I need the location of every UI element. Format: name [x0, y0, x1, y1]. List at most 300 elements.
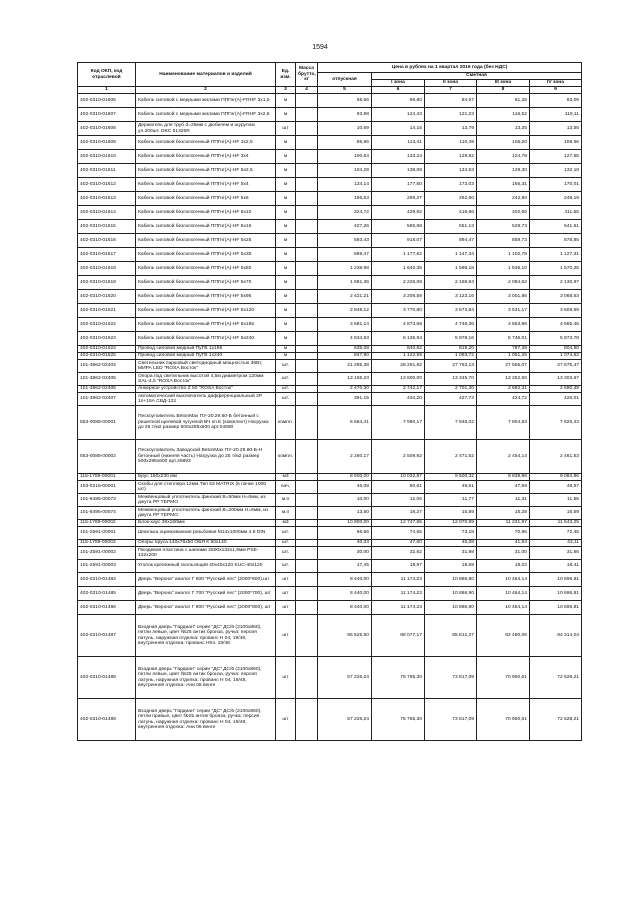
price-zone-3: 1 051,25 — [477, 353, 530, 360]
price-wholesale: 6 664,41 — [318, 406, 372, 440]
item-name: Уголок крепежный скользящий 40х40х120 KUC-40х120 — [136, 560, 276, 573]
item-unit: м — [276, 220, 296, 234]
price-wholesale: 17,45 — [318, 560, 372, 573]
item-unit: шт. — [276, 547, 296, 560]
price-zone-4: 411,55 — [530, 206, 582, 220]
column-index: 9 — [530, 87, 582, 94]
item-unit: шт — [276, 615, 296, 657]
item-unit: м3 — [276, 520, 296, 527]
table-row — [78, 304, 582, 318]
price-zone-4: 132,18 — [530, 164, 582, 178]
price-zone-4: 27 675,47 — [530, 360, 582, 373]
price-zone-4: 10 696,81 — [530, 601, 582, 615]
item-mass — [296, 360, 318, 373]
item-mass — [296, 290, 318, 304]
header-code: Код ОКП, код отраслевой — [78, 63, 136, 87]
price-wholesale: 57 226,24 — [318, 699, 372, 741]
price-zone-1: 16,27 — [372, 507, 425, 520]
item-name: Входная дверь "Гардиан" серии "ДС" ДС/6 (2100х860), петли левые, цвет №25 антик бронза, ручка: персия патунь, наружная отделка: прованс Н 04, 19/48, внутренняя отделка: прованс Н04. 19/48 — [136, 615, 276, 657]
price-zone-2: 73,18 — [425, 527, 477, 540]
table-row — [78, 290, 582, 304]
item-code: 402-0310-01618 — [78, 262, 136, 276]
price-zone-1: 12 747,65 — [372, 520, 425, 527]
page-number: 1594 — [312, 44, 328, 51]
price-zone-1: 4 873,69 — [372, 318, 425, 332]
item-unit: м — [276, 318, 296, 332]
item-code: 402-0310-01615 — [78, 220, 136, 234]
price-wholesale: 134,14 — [318, 178, 372, 192]
item-name: Межвенцовый уплотнитель финский В=50мм Н=6мм, из джута PP ТЕРМО — [136, 494, 276, 507]
price-zone-1: 3 770,80 — [372, 304, 425, 318]
price-zone-1: 2 226,08 — [372, 276, 425, 290]
price-zone-4: 170,01 — [530, 178, 582, 192]
column-index: 2 — [136, 87, 276, 94]
price-zone-1: 259,27 — [372, 192, 425, 206]
table-row — [78, 360, 582, 373]
item-mass — [296, 386, 318, 393]
price-zone-4: 83,09 — [530, 94, 582, 108]
price-wholesale: 21 285,38 — [318, 360, 372, 373]
price-zone-3: 166,31 — [477, 178, 530, 192]
price-zone-3: 3 531,17 — [477, 304, 530, 318]
price-zone-4: 1 570,25 — [530, 262, 582, 276]
item-code: 402-0310-01625 — [78, 353, 136, 360]
item-mass — [296, 393, 318, 406]
price-zone-1: 12,05 — [372, 494, 425, 507]
item-name: Кабель силовой безгалогенный ППГнг(А)-HF 5х240 — [136, 332, 276, 346]
price-zone-3: 2 682,31 — [477, 386, 530, 393]
item-code: 402-0310-01611 — [78, 164, 136, 178]
item-mass — [296, 560, 318, 573]
price-zone-3: 4 563,98 — [477, 318, 530, 332]
price-wholesale: 8 440,00 — [318, 573, 372, 587]
item-unit: м — [276, 290, 296, 304]
item-unit: м.п — [276, 494, 296, 507]
item-mass — [296, 276, 318, 290]
price-wholesale: 847,90 — [318, 353, 372, 360]
price-zone-4: 9 084,86 — [530, 474, 582, 481]
item-unit: шт — [276, 699, 296, 741]
table-row — [78, 318, 582, 332]
price-zone-1: 565,68 — [372, 220, 425, 234]
item-name: Дверь "Верона" аналог Г 800 "Русский лес" (2000*800), шт — [136, 601, 276, 615]
price-wholesale: 2 421,21 — [318, 290, 372, 304]
price-zone-1: 75 765,30 — [372, 657, 425, 699]
table-header — [78, 63, 582, 94]
item-name: Кабель силовой безгалогенный ППГнг(А)-HF 3х4 — [136, 150, 276, 164]
item-code: 402-0310-01620 — [78, 290, 136, 304]
price-zone-3: 529,73 — [477, 220, 530, 234]
price-wholesale: 391,15 — [318, 393, 372, 406]
price-zone-2: 1 093,72 — [425, 353, 477, 360]
item-mass — [296, 474, 318, 481]
price-zone-4: 119,11 — [530, 108, 582, 122]
item-unit: м — [276, 206, 296, 220]
item-name: Скобы для степлера 12мм.Тип 53 MATRIX (в пачке 1000 шт) — [136, 481, 276, 494]
price-zone-3: 9 839,98 — [477, 474, 530, 481]
price-zone-3: 41,94 — [477, 540, 530, 547]
table-row — [78, 262, 582, 276]
table-row — [78, 494, 582, 507]
price-zone-1: 840,82 — [372, 346, 425, 353]
price-zone-3: 81,28 — [477, 94, 530, 108]
price-wholesale: 46,08 — [318, 481, 372, 494]
price-zone-1: 13 600,00 — [372, 373, 425, 386]
column-index-row — [78, 87, 582, 94]
item-mass — [296, 657, 318, 699]
item-unit: шт — [276, 587, 296, 601]
price-zone-1: 28 291,92 — [372, 360, 425, 373]
table-row — [78, 587, 582, 601]
price-zone-2: 73 817,09 — [425, 657, 477, 699]
price-wholesale: 8 500,00 — [318, 474, 372, 481]
price-zone-1: 2 509,92 — [372, 440, 425, 474]
price-zone-3: 70,95 — [477, 527, 530, 540]
price-zone-2: 2 701,30 — [425, 386, 477, 393]
item-unit: м — [276, 276, 296, 290]
table-row — [78, 699, 582, 741]
header-price-group: Цена в рублях на 1 квартал 2016 года (без НДС) — [318, 63, 582, 73]
price-zone-2: 1 147,34 — [425, 248, 477, 262]
item-code: 402-0310-01622 — [78, 318, 136, 332]
price-wholesale: 10,69 — [318, 122, 372, 136]
item-name: Кабель силовой безгалогенный ППГнг(А)-HF 5х2,5 — [136, 164, 276, 178]
price-wholesale: 1 681,36 — [318, 276, 372, 290]
price-zone-4: 18,41 — [530, 560, 582, 573]
item-code: 402-0310-01489 — [78, 699, 136, 741]
item-code: 101-2591-00002 — [78, 547, 136, 560]
price-zone-2: 49,51 — [425, 481, 477, 494]
price-zone-4: 11 543,25 — [530, 520, 582, 527]
price-zone-1: 2 742,17 — [372, 386, 425, 393]
price-wholesale: 3 681,14 — [318, 318, 372, 332]
price-zone-3: 129,30 — [477, 164, 530, 178]
table-row — [78, 481, 582, 494]
header-zone-2: II зона — [425, 80, 477, 87]
table-row — [78, 601, 582, 615]
item-mass — [296, 699, 318, 741]
price-zone-2: 9 500,32 — [425, 474, 477, 481]
item-name: Опоры бруса 140х76х50 ОБЯ К 50х140 — [136, 540, 276, 547]
item-name: Входная дверь "Гардиан" серии "ДС" ДС/6 (2100х860), петли левые, цвет №25 антик бронза, ручка: персия латунь, наружная отделка: прованс Н 04, 19/48, внутренняя отделка: Ани 06 венге — [136, 657, 276, 699]
price-zone-3: 13,25 — [477, 122, 530, 136]
item-unit: м — [276, 248, 296, 262]
price-zone-4: 7 825,43 — [530, 406, 582, 440]
item-unit: м — [276, 150, 296, 164]
price-zone-3: 11,31 — [477, 494, 530, 507]
header-unit: Ед. изм. — [276, 63, 296, 87]
price-zone-4: 1 127,31 — [530, 248, 582, 262]
price-wholesale: 65,56 — [318, 94, 372, 108]
item-name: Кабель силовой безгалогенный ППГнг(А)-HF 5х185 — [136, 318, 276, 332]
table-row — [78, 108, 582, 122]
item-code: 402-0310-01621 — [78, 304, 136, 318]
table-row — [78, 353, 582, 360]
item-mass — [296, 440, 318, 474]
price-zone-2: 4 748,36 — [425, 318, 477, 332]
item-name: Светильник парковый светодиодный мощностью 36Вт, МИРА LED "ROSA Восток" — [136, 360, 276, 373]
price-zone-3: 10 464,14 — [477, 587, 530, 601]
item-mass — [296, 136, 318, 150]
item-unit: шт. — [276, 373, 296, 386]
item-code: 402-0310-01612 — [78, 178, 136, 192]
item-name: Шпилька оцинкованная резьбовая М14х1000мм 4.8 DIN — [136, 527, 276, 540]
table-row — [78, 94, 582, 108]
price-zone-1: 3 205,59 — [372, 290, 425, 304]
price-zone-1: 11 174,23 — [372, 601, 425, 615]
price-zone-4: 2 461,53 — [530, 440, 582, 474]
price-wholesale: 2 848,12 — [318, 304, 372, 318]
item-name: Кабель силовой безгалогенный ППГнг(А)-HF 5х95 — [136, 290, 276, 304]
item-name: Блок-хаус 36х160мм — [136, 520, 276, 527]
price-zone-1: 113,41 — [372, 136, 425, 150]
item-name: Брус 150х230 мм — [136, 474, 276, 481]
price-zone-2: 3 673,84 — [425, 304, 477, 318]
item-name: Кабель силовой безгалогенный ППГнг(А)-HF 5х70 — [136, 276, 276, 290]
price-zone-4: 11,55 — [530, 494, 582, 507]
item-unit: шт. — [276, 560, 296, 573]
item-code: 553-0088-00001 — [78, 406, 136, 440]
price-zone-2: 10 886,90 — [425, 601, 477, 615]
item-unit: м — [276, 304, 296, 318]
price-zone-4: 72 528,21 — [530, 657, 582, 699]
table-row — [78, 332, 582, 346]
price-zone-1: 11 174,23 — [372, 573, 425, 587]
price-zone-4: 248,19 — [530, 192, 582, 206]
item-name: Пескоуловитель BetonMax ПУ-20.29.60-Б бетонный с решеткой щелевой чугунной ВЧ кл.Е (комплект) Нагрузка до 25 т/м2 размер 500х285х600 арт.04580 — [136, 406, 276, 440]
table-row — [78, 657, 582, 699]
price-zone-3: 859,73 — [477, 234, 530, 248]
item-name: Гвоздевая пластина с шипами 2500х132х1,9мм PSE-132х200 — [136, 547, 276, 560]
price-wholesale: 1 238,98 — [318, 262, 372, 276]
price-zone-3: 242,80 — [477, 192, 530, 206]
price-wholesale: 2 260,17 — [318, 440, 372, 474]
item-name: Дверь "Верона" аналог Г 700 "Русский лес" (2000*700), шт — [136, 587, 276, 601]
item-mass — [296, 527, 318, 540]
price-wholesale: 100,64 — [318, 150, 372, 164]
price-zone-1: 86,80 — [372, 94, 425, 108]
table-row — [78, 248, 582, 262]
price-table — [77, 62, 582, 741]
price-zone-3: 116,52 — [477, 108, 530, 122]
column-index: 1 — [78, 87, 136, 94]
price-zone-2: 73 817,09 — [425, 699, 477, 741]
price-zone-1: 7 990,17 — [372, 406, 425, 440]
price-wholesale: 66,56 — [318, 527, 372, 540]
column-index: 7 — [425, 87, 477, 94]
price-zone-3: 13 252,60 — [477, 373, 530, 386]
item-name: Опора под светильник высотой 4,5м диаметром 120мм SAL-4,5 "ROSA Восток" — [136, 373, 276, 386]
item-name: Входная дверь "Гардиан" серии "ДС" ДС/6 (2100х860), петли правые, цвет №25 антик бронза, ручка: персия латунь, наружная отделка: прованс Н 04, 19/48, внутренняя отделка: Ани 06 венге — [136, 699, 276, 741]
header-name: Наименование материалов и изделий — [136, 63, 276, 87]
price-zone-4: 108,56 — [530, 136, 582, 150]
item-unit: м — [276, 353, 296, 360]
item-mass — [296, 332, 318, 346]
price-zone-1: 47,60 — [372, 540, 425, 547]
price-wholesale: 635,08 — [318, 346, 372, 353]
header-estimate: Сметная — [372, 73, 582, 80]
item-code: 402-0310-01617 — [78, 248, 136, 262]
table-row — [78, 346, 582, 353]
item-name: Кабель силовой безгалогенный ППГнг(А)-HF 5х10 — [136, 206, 276, 220]
item-name: Держатель для труб d=25мм с дюбелем и шурупом уп.200шт. DKC 51325R — [136, 122, 276, 136]
item-code: 402-0310-01609 — [78, 136, 136, 150]
item-unit: шт. — [276, 540, 296, 547]
price-zone-4: 3 609,69 — [530, 304, 582, 318]
price-zone-4: 13,55 — [530, 122, 582, 136]
table-row — [78, 615, 582, 657]
table-row — [78, 206, 582, 220]
price-zone-2: 84,57 — [425, 94, 477, 108]
price-zone-1: 177,60 — [372, 178, 425, 192]
price-zone-2: 129,82 — [425, 150, 477, 164]
price-zone-4: 2 130,97 — [530, 276, 582, 290]
price-zone-4: 3 068,63 — [530, 290, 582, 304]
column-index: 6 — [372, 87, 425, 94]
price-zone-3: 18,03 — [477, 560, 530, 573]
item-mass — [296, 304, 318, 318]
item-mass — [296, 520, 318, 527]
item-mass — [296, 206, 318, 220]
table-row — [78, 520, 582, 527]
item-mass — [296, 122, 318, 136]
item-mass — [296, 262, 318, 276]
price-zone-3: 70 950,61 — [477, 657, 530, 699]
price-wholesale: 693,43 — [318, 234, 372, 248]
price-zone-4: 15,59 — [530, 507, 582, 520]
item-code: 402-0310-01623 — [78, 332, 136, 346]
price-zone-1: 1 640,35 — [372, 262, 425, 276]
item-mass — [296, 615, 318, 657]
item-unit: шт — [276, 657, 296, 699]
price-zone-3: 424,72 — [477, 393, 530, 406]
price-wholesale: 324,72 — [318, 206, 372, 220]
item-code: 553-0088-00002 — [78, 440, 136, 474]
price-wholesale: 8 440,00 — [318, 601, 372, 615]
price-zone-4: 1 074,62 — [530, 353, 582, 360]
price-zone-2: 134,53 — [425, 164, 477, 178]
header-mass: Масса брутто, кг — [296, 63, 318, 87]
table-row — [78, 573, 582, 587]
item-unit: пач. — [276, 481, 296, 494]
item-mass — [296, 587, 318, 601]
table-row — [78, 527, 582, 540]
item-mass — [296, 547, 318, 560]
price-zone-2: 819,20 — [425, 346, 477, 353]
item-name: Кабель силовой безгалогенный ППГнг(А)-HF 5х50 — [136, 262, 276, 276]
price-zone-2: 5 978,16 — [425, 332, 477, 346]
price-zone-1: 1 177,62 — [372, 248, 425, 262]
price-wholesale: 13,50 — [318, 507, 372, 520]
price-wholesale: 4 634,53 — [318, 332, 372, 346]
price-zone-1: 18,97 — [372, 560, 425, 573]
item-unit: шт. — [276, 386, 296, 393]
price-wholesale: 93,98 — [318, 108, 372, 122]
item-code: 402-0310-01486 — [78, 601, 136, 615]
item-unit: м — [276, 178, 296, 192]
price-zone-2: 12 070,99 — [425, 520, 477, 527]
price-zone-3: 10 464,14 — [477, 601, 530, 615]
price-zone-3: 1 536,10 — [477, 262, 530, 276]
item-mass — [296, 507, 318, 520]
price-zone-2: 45,08 — [425, 540, 477, 547]
header-zone-4: IV зона — [530, 80, 582, 87]
item-name: Кабель силовой безгалогенный ППГнг(А)-HF 5х25 — [136, 234, 276, 248]
price-zone-1: 429,92 — [372, 206, 425, 220]
table-row — [78, 440, 582, 474]
item-name: Кабель силовой безгалогенный ППГнг(А)-HF 5х6 — [136, 192, 276, 206]
item-unit: м — [276, 332, 296, 346]
item-code: 115-1789-00002 — [78, 520, 136, 527]
price-zone-2: 27 763,13 — [425, 360, 477, 373]
item-unit: м — [276, 346, 296, 353]
price-zone-2: 31,98 — [425, 547, 477, 560]
price-zone-4: 127,55 — [530, 150, 582, 164]
table-body — [78, 94, 582, 741]
price-zone-4: 804,90 — [530, 346, 582, 353]
price-zone-2: 11,77 — [425, 494, 477, 507]
item-unit: м — [276, 192, 296, 206]
price-zone-2: 15,89 — [425, 507, 477, 520]
price-zone-4: 5 873,78 — [530, 332, 582, 346]
table-row — [78, 276, 582, 290]
item-code: 402-0310-01616 — [78, 234, 136, 248]
item-code: 402-0310-01487 — [78, 615, 136, 657]
item-mass — [296, 353, 318, 360]
item-code: 402-0310-01624 — [78, 346, 136, 353]
column-index: 5 — [318, 87, 372, 94]
item-unit: шт — [276, 573, 296, 587]
price-zone-2: 173,03 — [425, 178, 477, 192]
price-zone-3: 11 231,97 — [477, 520, 530, 527]
price-wholesale: 889,47 — [318, 248, 372, 262]
item-code: 115-1789-00001 — [78, 474, 136, 481]
item-mass — [296, 150, 318, 164]
price-zone-4: 48,57 — [530, 481, 582, 494]
item-mass — [296, 234, 318, 248]
price-zone-1: 32,62 — [372, 547, 425, 560]
price-wholesale: 30,00 — [318, 547, 372, 560]
price-zone-1: 50,61 — [372, 481, 425, 494]
item-code: 402-0310-01613 — [78, 192, 136, 206]
item-mass — [296, 481, 318, 494]
item-name: Пескоуловитель Заводской BetonMax ПУ-20.29.60-Б-Н бетонный (нижняя часть) Нагрузка до 25 т/м2 размер 500х285х600 арт.45893 — [136, 440, 276, 474]
item-code: 402-0310-01488 — [78, 657, 136, 699]
item-name: Кабель силовой с медными жилами ППГнг(А)-FRHF 3х2,5 — [136, 108, 276, 122]
item-code: 101-8495-00074 — [78, 507, 136, 520]
item-mass — [296, 192, 318, 206]
table-row — [78, 220, 582, 234]
price-wholesale: 13 155,23 — [318, 373, 372, 386]
item-code: 101-2591-00003 — [78, 560, 136, 573]
item-code: 101-3862-02406 — [78, 386, 136, 393]
item-name: Кабель силовой с медными жилами ППГнг(А)-FRHF 3х1,5 — [136, 94, 276, 108]
price-zone-2: 18,59 — [425, 560, 477, 573]
item-unit: шт. — [276, 527, 296, 540]
item-code: 402-0310-01619 — [78, 276, 136, 290]
item-mass — [296, 178, 318, 192]
price-wholesale: 66 525,50 — [318, 615, 372, 657]
price-zone-4: 10 696,81 — [530, 587, 582, 601]
price-zone-1: 918,07 — [372, 234, 425, 248]
price-zone-4: 13 303,67 — [530, 373, 582, 386]
price-zone-1: 1 122,59 — [372, 353, 425, 360]
price-zone-2: 418,86 — [425, 206, 477, 220]
table-row — [78, 164, 582, 178]
item-code: 101-8495-00073 — [78, 494, 136, 507]
price-zone-2: 85 812,37 — [425, 615, 477, 657]
item-mass — [296, 94, 318, 108]
